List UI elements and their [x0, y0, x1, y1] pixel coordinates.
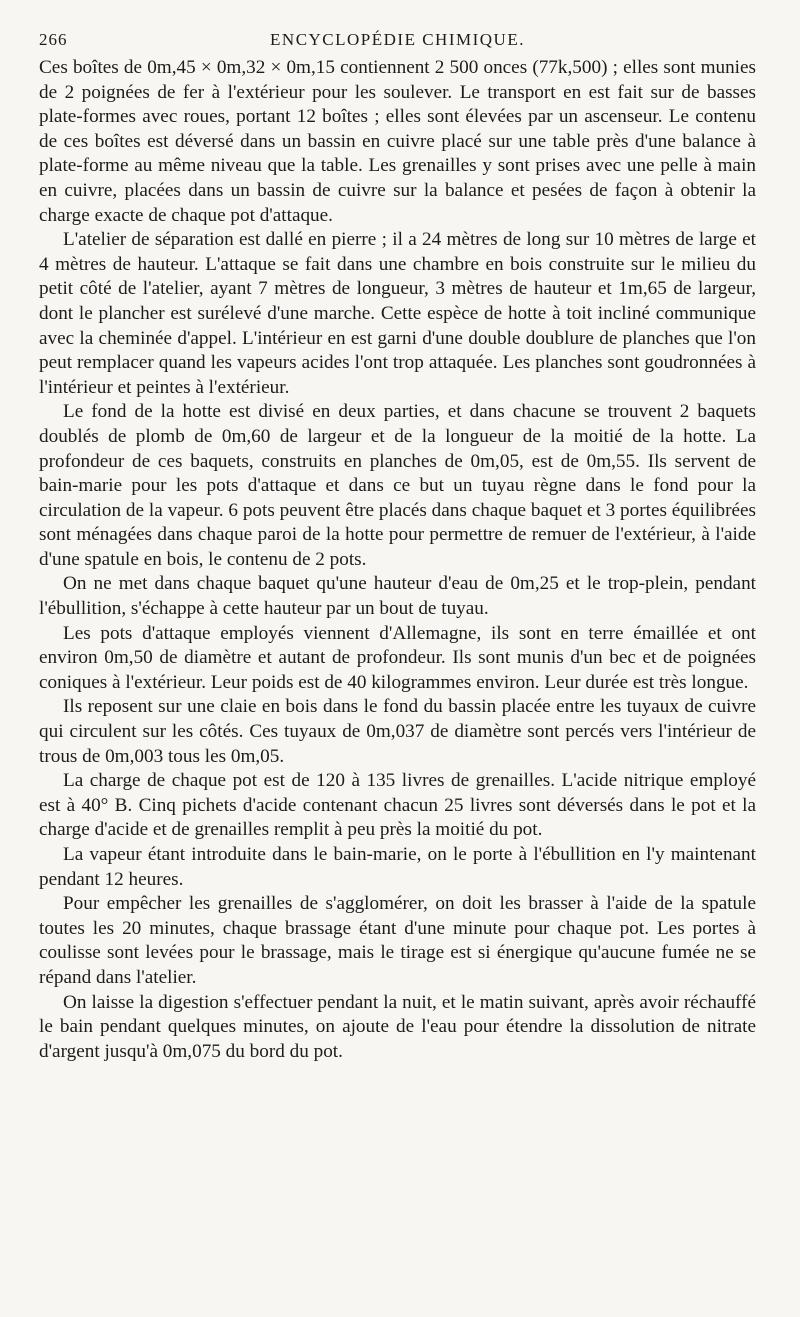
paragraph: La charge de chaque pot est de 120 à 135 livres de grenailles. L'acide nitrique employé est à 40° B. Cinq pichets d'acide contenant chacun 25 livres sont déversés dans le pot et la charge d'acide et de grenailles remplit à peu près la moitié du pot. — [39, 770, 756, 841]
page-number: 266 — [39, 30, 68, 49]
page-header — [39, 28, 756, 56]
paragraph: Pour empêcher les grenailles de s'agglomérer, on doit les brasser à l'aide de la spatule toutes les 20 minutes, chaque brassage étant d'une minute pour chaque pot. Les portes à coulisse sont levées pour le brassage, mais le tirage est si énergique qu'aucune fumée ne se répand dans l'atelier. — [39, 893, 756, 988]
paragraph: L'atelier de séparation est dallé en pierre ; il a 24 mètres de long sur 10 mètres de large et 4 mètres de hauteur. L'attaque se fait dans une chambre en bois construite sur le milieu du petit côté de l'atelier, ayant 7 mètres de longueur, 3 mètres de hauteur et 1m,65 de largeur, dont le plancher est surélevé d'une marche. Cette espèce de hotte à toit incliné communique avec la cheminée d'appel. L'intérieur en est garni d'une double doublure de planches que l'on peut remplacer quand les vapeurs acides l'ont trop attaquée. Les planches sont goudronnées à l'intérieur et peintes à l'extérieur. — [39, 229, 756, 398]
body-text — [39, 56, 756, 1064]
running-title: ENCYCLOPÉDIE CHIMIQUE. — [270, 30, 525, 49]
paragraph: On laisse la digestion s'effectuer pendant la nuit, et le matin suivant, après avoir réchauffé le bain pendant quelques minutes, on ajoute de l'eau pour étendre la dissolution de nitrate d'argent jusqu'à 0m,075 du bord du pot. — [39, 991, 756, 1062]
paragraph: On ne met dans chaque baquet qu'une hauteur d'eau de 0m,25 et le trop-plein, pendant l'ébullition, s'échappe à cette hauteur par un bout de tuyau. — [39, 573, 756, 620]
paragraph: Ils reposent sur une claie en bois dans le fond du bassin placée entre les tuyaux de cuivre qui circulent sur les côtés. Ces tuyaux de 0m,037 de diamètre sont percés vers l'intérieur de trous de 0m,003 tous les 0m,05. — [39, 696, 756, 767]
paragraph: Le fond de la hotte est divisé en deux parties, et dans chacune se trouvent 2 baquets doublés de plomb de 0m,60 de largeur et de la longueur de la moitié de la hotte. La profondeur de ces baquets, construits en planches de 0m,05, est de 0m,55. Ils servent de bain-marie pour les pots d'attaque et dans ce but un tuyau règne dans le fond pour la circulation de la vapeur. 6 pots peuvent être placés dans chaque baquet et 3 portes équilibrées sont ménagées dans chaque paroi de la hotte pour permettre de remuer de l'extérieur, à l'aide d'une spatule en bois, le contenu de 2 pots. — [39, 401, 756, 570]
paragraph: La vapeur étant introduite dans le bain-marie, on le porte à l'ébullition en l'y maintenant pendant 12 heures. — [39, 844, 756, 890]
paragraph: Ces boîtes de 0m,45 × 0m,32 × 0m,15 contiennent 2 500 onces (77k,500) ; elles sont munies de 2 poignées de fer à l'extérieur pour les soulever. Le transport en est fait sur de basses plate-formes avec roues, portant 12 boîtes ; elles sont élevées par un ascenseur. Le contenu de ces boîtes est déversé dans un bassin en cuivre placé sur une table près d'une balance à plate-forme au même niveau que la table. Les grenailles y sont prises avec une pelle à main en cuivre, placées dans un bassin de cuivre sur la balance et pesées de façon à obtenir la charge exacte de chaque pot d'attaque. — [39, 57, 756, 226]
paragraph: Les pots d'attaque employés viennent d'Allemagne, ils sont en terre émaillée et ont environ 0m,50 de diamètre et autant de profondeur. Ils sont munis d'un bec et de poignées coniques à l'extérieur. Leur poids est de 40 kilogrammes environ. Leur durée est très longue. — [39, 622, 756, 693]
